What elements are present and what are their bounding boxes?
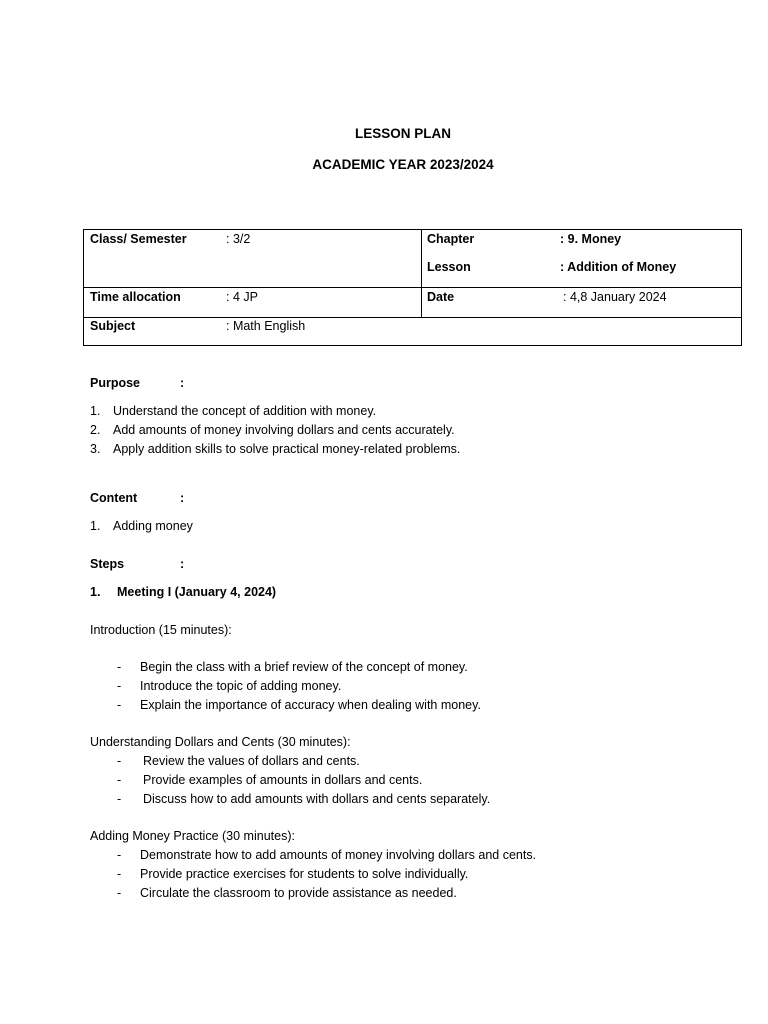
date-label: Date xyxy=(427,290,455,304)
section-heading: Adding Money Practice (30 minutes): xyxy=(90,829,295,843)
class-semester-label: Class/ Semester xyxy=(90,232,187,246)
content-item: Adding money xyxy=(113,519,193,533)
purpose-colon: : xyxy=(180,376,185,390)
bullet-dash: - xyxy=(117,886,122,900)
purpose-item: Add amounts of money involving dollars and cents accurately. xyxy=(113,423,455,437)
lesson-label: Lesson xyxy=(427,260,471,274)
table-divider xyxy=(84,317,741,318)
steps-colon: : xyxy=(180,557,185,571)
steps-heading: Steps xyxy=(90,557,125,571)
step-item: Explain the importance of accuracy when dealing with money. xyxy=(140,698,481,712)
chapter-label: Chapter xyxy=(427,232,475,246)
purpose-item: Understand the concept of addition with money. xyxy=(113,404,377,418)
step-item: Provide practice exercises for students to solve individually. xyxy=(140,867,469,881)
bullet-dash: - xyxy=(117,660,122,674)
bullet-dash: - xyxy=(117,698,122,712)
section-heading: Understanding Dollars and Cents (30 minutes): xyxy=(90,735,351,749)
date-value: : 4,8 January 2024 xyxy=(563,290,667,304)
step-item: Provide examples of amounts in dollars and cents. xyxy=(143,773,423,787)
document-title: LESSON PLAN xyxy=(354,126,451,141)
bullet-dash: - xyxy=(117,754,122,768)
chapter-value: : 9. Money xyxy=(560,232,622,246)
subject-value: : Math English xyxy=(226,319,306,333)
step-item: Demonstrate how to add amounts of money involving dollars and cents. xyxy=(140,848,537,862)
step-item: Discuss how to add amounts with dollars and cents separately. xyxy=(143,792,491,806)
meeting-number: 1. xyxy=(90,585,101,599)
time-allocation-label: Time allocation xyxy=(90,290,181,304)
section-heading: Introduction (15 minutes): xyxy=(90,623,232,637)
step-item: Begin the class with a brief review of the concept of money. xyxy=(140,660,468,674)
purpose-heading: Purpose xyxy=(90,376,141,390)
content-colon: : xyxy=(180,491,185,505)
content-heading: Content xyxy=(90,491,138,505)
bullet-dash: - xyxy=(117,867,122,881)
bullet-dash: - xyxy=(117,792,122,806)
lesson-info-table xyxy=(83,229,742,346)
table-divider xyxy=(84,287,741,288)
document-subtitle: ACADEMIC YEAR 2023/2024 xyxy=(312,157,494,172)
bullet-dash: - xyxy=(117,773,122,787)
table-column-divider xyxy=(421,230,422,317)
class-semester-value: : 3/2 xyxy=(226,232,251,246)
bullet-dash: - xyxy=(117,848,122,862)
step-item: Review the values of dollars and cents. xyxy=(143,754,360,768)
subject-label: Subject xyxy=(90,319,136,333)
purpose-item-number: 3. xyxy=(90,442,101,456)
meeting-title: Meeting I (January 4, 2024) xyxy=(117,585,277,599)
purpose-item: Apply addition skills to solve practical money-related problems. xyxy=(113,442,461,456)
time-allocation-value: : 4 JP xyxy=(226,290,258,304)
step-item: Circulate the classroom to provide assistance as needed. xyxy=(140,886,457,900)
bullet-dash: - xyxy=(117,679,122,693)
content-item-number: 1. xyxy=(90,519,101,533)
purpose-item-number: 2. xyxy=(90,423,101,437)
lesson-value: : Addition of Money xyxy=(560,260,677,274)
purpose-item-number: 1. xyxy=(90,404,101,418)
step-item: Introduce the topic of adding money. xyxy=(140,679,342,693)
